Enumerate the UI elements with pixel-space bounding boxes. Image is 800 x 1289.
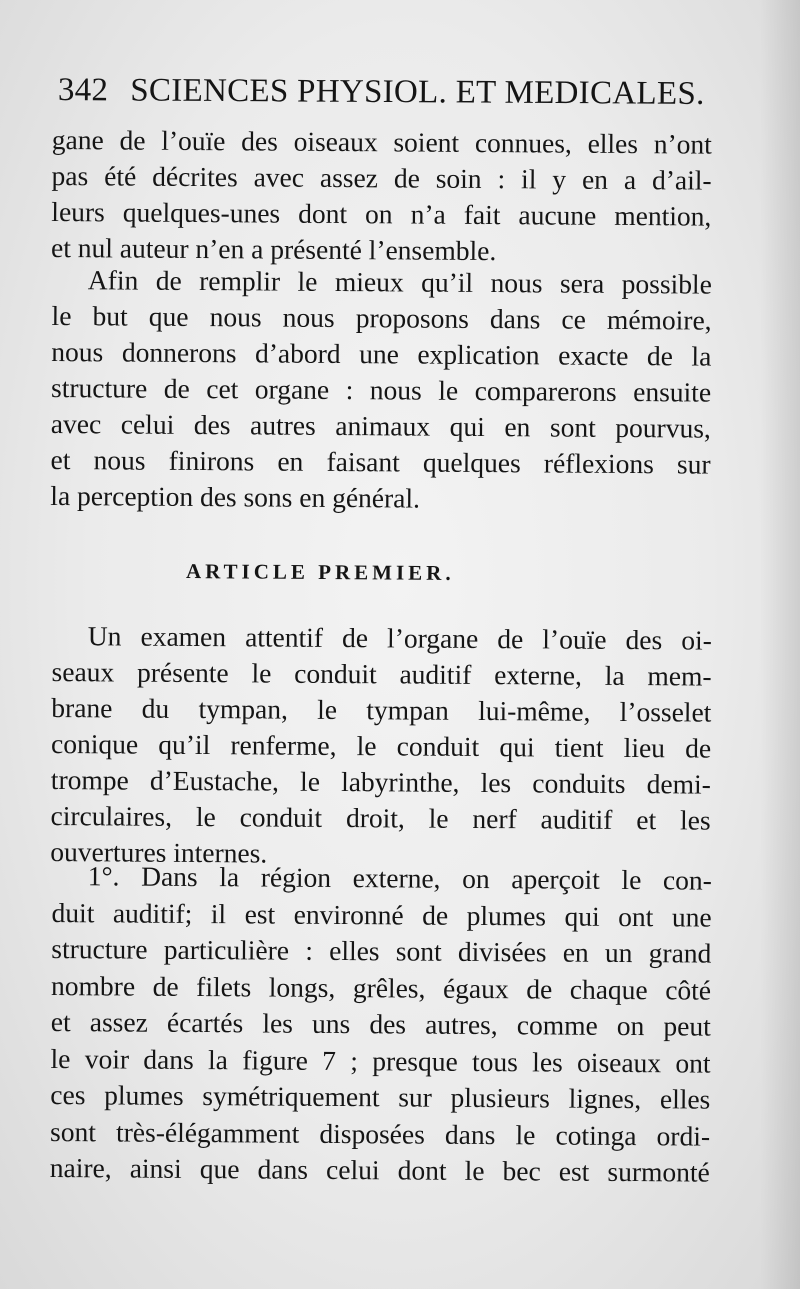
text-line: trompe d’Eustache, le labyrinthe, les conduits demi- [50, 763, 711, 800]
text-line: seaux présente le conduit auditif externe, la mem- [51, 655, 712, 692]
paragraph-1 [51, 122, 712, 271]
text-line: la perception des sons en général. [50, 479, 421, 514]
text-line: circulaires, le conduit droit, le nerf auditif et les [50, 799, 711, 836]
text-line: 1°. Dans la région externe, on aperçoit le con- [87, 860, 712, 896]
text-line: sont très-élégamment disposées dans le cotinga ordi- [49, 1115, 711, 1152]
paragraph-3 [50, 618, 712, 875]
running-header [57, 72, 705, 113]
text-line: brane du tympan, le tympan lui-même, l’osselet [51, 691, 712, 728]
text-line: duit auditif; il est environné de plumes qui ont une [51, 896, 712, 933]
text-line: et nul auteur n’en a présenté l’ensemble. [51, 231, 497, 267]
text-line: ouvertures internes. [50, 835, 268, 869]
text-line: structure particulière : elles sont divisées en un grand [51, 932, 712, 969]
text-line: structure de cet organe : nous le comparerons ensuite [51, 371, 712, 408]
text-line: naire, ainsi que dans celui dont le bec est surmonté [49, 1151, 710, 1188]
paragraph-2 [50, 262, 712, 519]
text-line: et nous finirons en faisant quelques réflexions sur [50, 443, 711, 480]
page-number: 342 [57, 72, 109, 109]
text-line: ces plumes symétriquement sur plusieurs lignes, elles [50, 1078, 711, 1115]
text-line: avec celui des autres animaux qui en sont pourvus, [50, 407, 711, 444]
running-title: SCIENCES PHYSIOL. ET MEDICALES. [130, 72, 705, 112]
text-line: et assez écartés les uns des autres, comme on peut [50, 1005, 711, 1042]
text-line: Un examen attentif de l’organe de l’ouïe des oi- [87, 620, 712, 656]
text-line: Afin de remplir le mieux qu’il nous sera possible [87, 264, 712, 300]
article-heading: ARTICLE PREMIER. [185, 559, 455, 585]
text-line: pas été décrites avec assez de soin : il y en a d’ail- [51, 159, 712, 196]
text-line: le voir dans la figure 7 ; presque tous les oiseaux ont [50, 1042, 711, 1079]
text-line: nous donnerons d’abord une explication exacte de la [51, 335, 712, 372]
text-line: le but que nous nous proposons dans ce mémoire, [51, 299, 712, 336]
paragraph-4 [50, 858, 712, 1191]
text-line: conique qu’il renferme, le conduit qui tient lieu de [51, 727, 712, 764]
page-edge-shadow [760, 0, 800, 1289]
text-line: leurs quelques-unes dont on n’a fait aucune mention, [51, 195, 712, 232]
text-line: gane de l’ouïe des oiseaux soient connues, elles n’ont [51, 123, 712, 160]
text-line: nombre de filets longs, grêles, égaux de chaque côté [51, 969, 712, 1006]
